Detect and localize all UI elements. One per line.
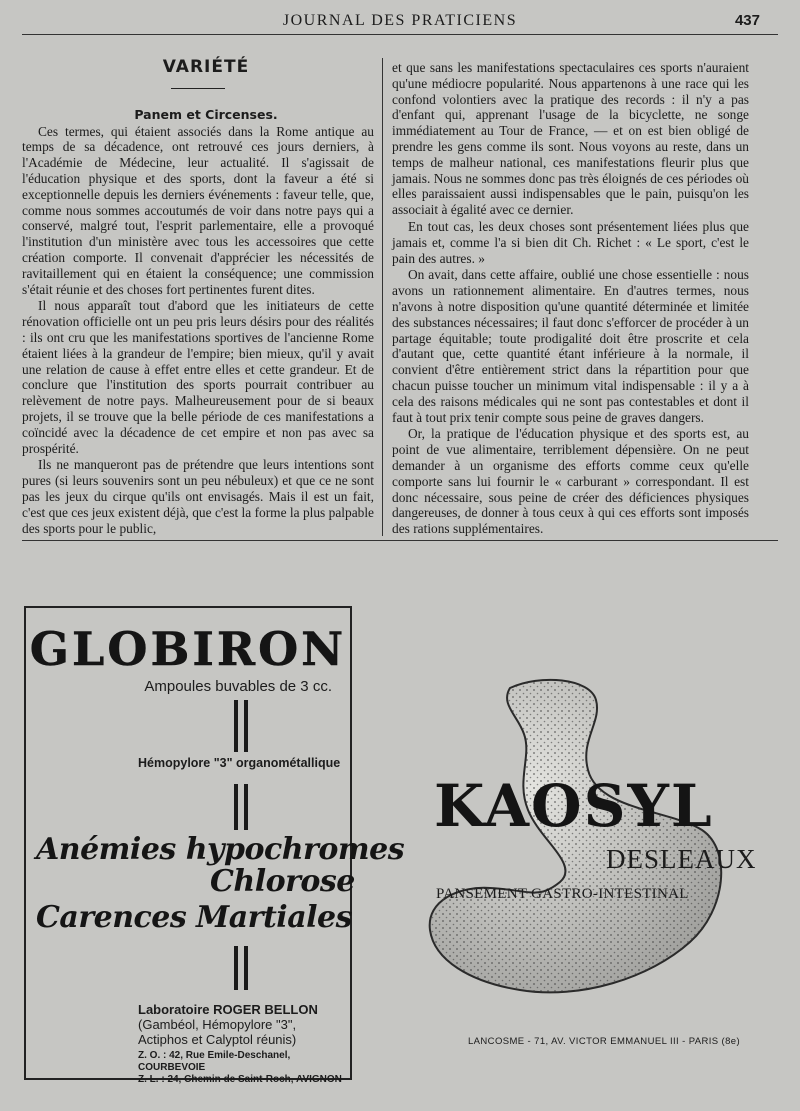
indication-martiales: Martiales (196, 900, 353, 935)
lab-name: Laboratoire ROGER BELLON (138, 1002, 318, 1017)
paragraph: Ces termes, qui étaient associés dans la Rome antique au temps de sa décadence, ont retrouvé ces jours derniers, à l'Académie de Médecine, leur actualité. Il s'agissait de l'éducation physique et des sports, dont la faveur a été si exceptionnelle depuis les derniers événements : faveur telle, que, comme nous sommes accoutumés de voir dans notre pays qui a conservé, malgré tout, l'esprit parlementaire, elle a provoqué l'institution d'un ministère avec tous les accessoires que cette création comporte. Il convenait d'apprécier les nécessités de ravitaillement qui en étaient la conséquence; une commission s'était réunie et des choses fort pertinentes furent dites. (22, 123, 374, 297)
journal-title: JOURNAL DES PRATICIENS (282, 12, 518, 29)
running-head (0, 12, 800, 34)
decorative-bars (234, 946, 248, 990)
globiron-composition: Hémopylore "3" organométallique (138, 756, 341, 770)
kaosyl-advertisement (420, 660, 760, 1060)
kaosyl-brand: KAOSYL (434, 772, 714, 840)
globiron-laboratory (138, 1002, 318, 1047)
address-line: Z. O. : 42, Rue Emile-Deschanel, COURBEVOIE (138, 1050, 291, 1073)
article-title: Panem et Circenses. (134, 106, 278, 122)
indication-anemies: Anémies hypochromes (36, 832, 405, 867)
paragraph: On avait, dans cette affaire, oublié une chose essentielle : nous avons un rationnement alimentaire. En d'autres termes, nous n'avons à notre disposition qu'une quantité déterminée et limitée des substances nécessaires; il faut donc s'efforcer de procéder à un partage équitable; toute prodigalité doit être proscrite et cela d'autant que, cette quantité étant inférieure à la normale, il convient d'être entièrement strict dans la répartition pour que chacun puisse toucher un minimum vital indispensable : il y a à cela des raisons médicales qui ne sont pas contestables et dont il faut à tout prix tenir compte sous peine de graves dangers. (392, 267, 749, 425)
lab-products: Actiphos et Calyptol réunis) (138, 1032, 297, 1047)
address-line: Z. L. : 24, Chemin de Saint-Roch, AVIGNON (138, 1074, 342, 1085)
title-rule (171, 88, 225, 89)
page-number: 437 (734, 12, 760, 29)
column-divider (382, 58, 383, 536)
kaosyl-maker: DESLEAUX (606, 844, 757, 874)
paragraph: Or, la pratique de l'éducation physique et des sports est, au point de vue alimentaire, terriblement dépensière. On ne peut demander à un organisme des efforts comme ceux qu'elle comporte sans lui fournir le « carburant » correspondant. Il est donc nécessaire, sous peine de créer des déficiences physiques dangereuses, de donner à tous ceux à qui ces efforts sont imposés des rations supplémentaires. (392, 426, 749, 537)
paragraph: et que sans les manifestations spectaculaires ces sports n'auraient qu'une médiocre popularité. Nous appartenons à une race qui les confond volontiers avec la pratique des records : il n'y a pas d'enfant qui, apprenant l'usage de la bicyclette, ne songe immédiatement au Tour de France, — et on est bien obligé de prendre les gens comme ils sont. Nous voyons au reste, dans un temps de malheur national, ces manifestations fleurir plus que jamais. Nous ne sommes donc pas très éloignés de ces périodes où elles paraissaient aussi indispensables que le pain, puisqu'on les associait à égalité avec ce dernier. (392, 60, 749, 218)
kaosyl-address: LANCOSME - 71, AV. VICTOR EMMANUEL III - PARIS (8e) (468, 1036, 741, 1047)
paragraph: En tout cas, les deux choses sont présentement liées plus que jamais et, comme l'a si bien dit Ch. Richet : « Le sport, c'est le pain des autres. » (392, 218, 749, 266)
decorative-bars (234, 784, 248, 830)
stomach-illustration (420, 660, 760, 1020)
lab-products: (Gambéol, Hémopylore "3", (138, 1017, 297, 1032)
article-left-column (22, 57, 374, 536)
section-title: VARIÉTÉ (162, 57, 250, 77)
article-bottom-rule (22, 540, 778, 541)
article-right-column (392, 60, 749, 537)
indication-carences: Carences (36, 900, 187, 935)
paragraph: Ils ne manqueront pas de prétendre que leurs intentions sont pures (si leurs souvenirs sont un peu nébuleux) et que ce ne sont pas les jeux du cirque qu'ils ont envisagés. Mais il est un fait, c'est que ces jeux existent déjà, que c'est la forme la plus palpable des sports pour le public, (22, 457, 374, 536)
globiron-subtitle: Ampoules buvables de 3 cc. (144, 678, 332, 695)
globiron-addresses (138, 1050, 350, 1086)
kaosyl-description: PANSEMENT GASTRO-INTESTINAL (436, 886, 689, 902)
globiron-brand: GLOBIRON (29, 622, 347, 676)
indication-chlorose: Chlorose (210, 864, 355, 899)
globiron-advertisement (24, 606, 405, 1085)
paragraph: Il nous apparaît tout d'abord que les initiateurs de cette rénovation officielle ont un peu pris leurs désirs pour des réalités : ils ont cru que les manifestations sportives de l'ancienne Rome étaient liées à la grandeur de l'empire; bien mieux, qu'il y avait une relation de cause à effet entre elles et cette grandeur. Et de conclure que l'institution des sports pourrait contribuer au relèvement de notre pays. Malheureusement pour de si beaux projets, il se trouve que la belle période de ces manifestations a coïncidé avec la décadence de cet empire et non pas avec sa prospérité. (22, 298, 374, 456)
decorative-bars (234, 700, 248, 752)
header-rule (22, 34, 778, 35)
